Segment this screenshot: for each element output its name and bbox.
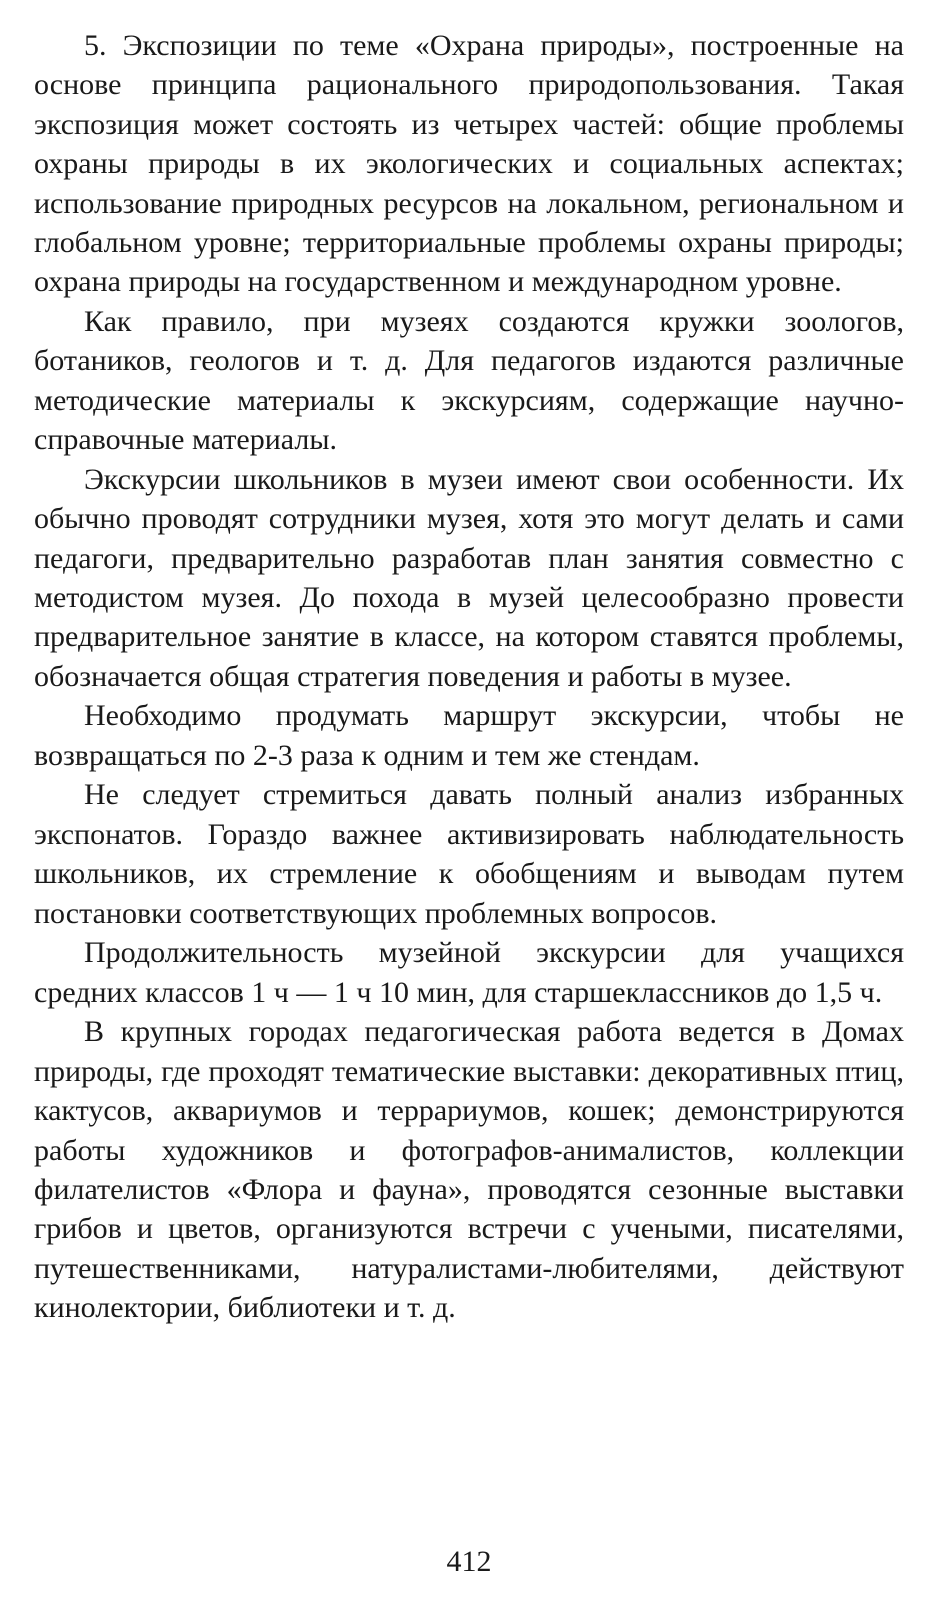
paragraph-exhibitions: 5. Экспозиции по теме «Охрана природы», построенные на основе принципа рационального природопользования. Такая экспозиция может состоять из четырех частей: общие проблемы охраны природы в их экологических и социальных аспектах; использование природных ресурсов на локальном, региональном и глобальном уровне; территориальные проблемы охраны природы; охрана природы на государственном и международном уровне.	[34, 29, 904, 299]
body-text	[34, 26, 904, 1328]
paragraph-analysis: Не следует стремиться давать полный анализ избранных экспонатов. Гораздо важнее активизировать наблюдательность школьников, их стремление к обобщениям и выводам путем постановки соответствующих проблемных вопросов.	[34, 778, 904, 930]
page-number: 412	[446, 1545, 492, 1578]
paragraph-route-planning: Необходимо продумать маршрут экскурсии, чтобы не возвращаться по 2-3 раза к одним и тем же стендам.	[34, 699, 904, 772]
paragraph-school-excursions: Экскурсии школьников в музеи имеют свои особенности. Их обычно проводят сотрудники музея, хотя это могут делать и сами педагоги, предварительно разработав план занятия совместно с методистом музея. До похода в музей целесообразно провести предварительное занятие в классе, на котором ставятся проблемы, обозначается общая стратегия поведения и работы в музее.	[34, 462, 904, 693]
paragraph-nature-houses: В крупных городах педагогическая работа ведется в Домах природы, где проходят тематические выставки: декоративных птиц, кактусов, аквариумов и террариумов, кошек; демонстрируются работы художников и фотографов-анималистов, коллекции филателистов «Флора и фауна», проводятся сезонные выставки грибов и цветов, организуются встречи с учеными, писателями, путешественниками, натуралистами-любителями, действуют кинолектории, библиотеки и т. д.	[34, 1015, 904, 1325]
paragraph-museum-clubs: Как правило, при музеях создаются кружки зоологов, ботаников, геологов и т. д. Для педагогов издаются различные методические материалы к экскурсиям, содержащие научно-справочные материалы.	[34, 305, 904, 457]
paragraph-duration: Продолжительность музейной экскурсии для учащихся средних классов 1 ч — 1 ч 10 мин, для старшеклассников до 1,5 ч.	[34, 936, 904, 1009]
